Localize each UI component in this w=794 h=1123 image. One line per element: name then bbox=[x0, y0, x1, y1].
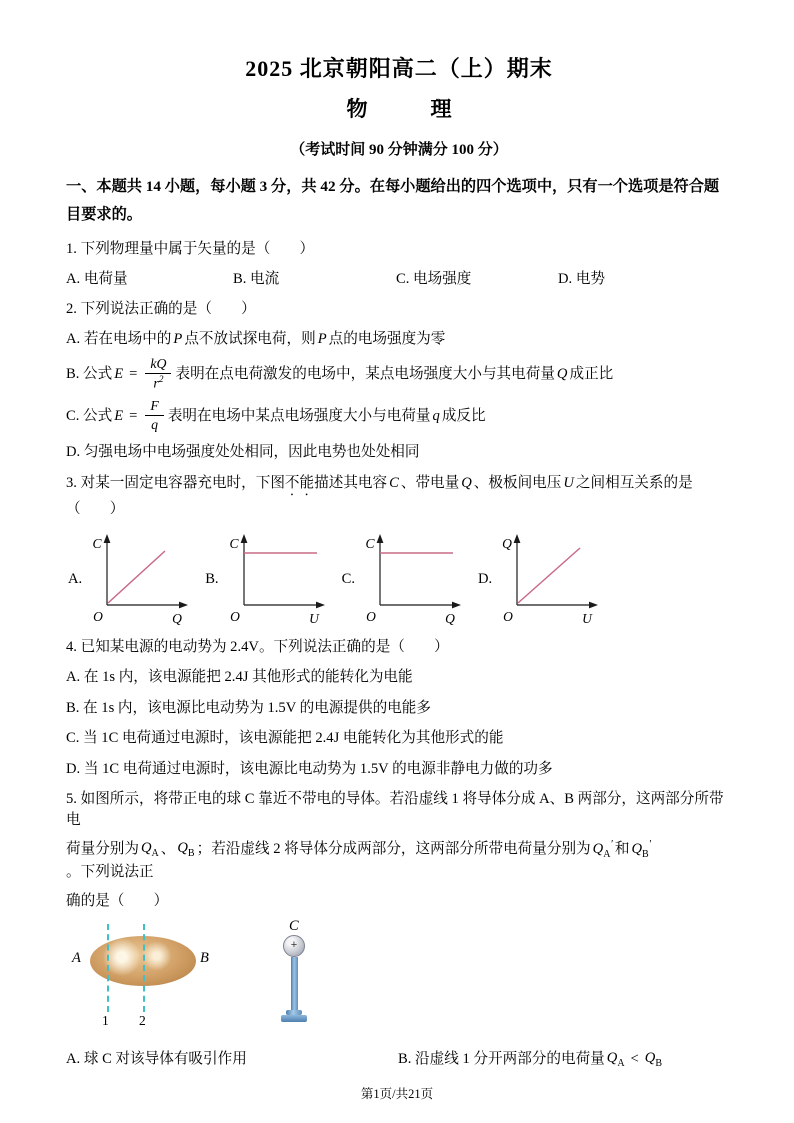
graph-a-curve bbox=[108, 551, 165, 603]
equals-sign: = bbox=[129, 365, 138, 382]
fraction-kq-over-r2 bbox=[145, 356, 171, 391]
q2-option-d: D. 匀强电场中电场强度处处相同，因此电势也处处相同 bbox=[66, 444, 420, 461]
q5-optb-text: B. 沿虚线 1 分开两部分的电荷量 bbox=[398, 1050, 605, 1067]
q3-text2: 描述其电容 bbox=[314, 474, 388, 491]
q4-options bbox=[66, 667, 732, 779]
graph-c-label: C. bbox=[341, 570, 355, 587]
fraction-f-over-q bbox=[145, 398, 163, 433]
q5-line2 bbox=[66, 837, 732, 882]
q2-option-b bbox=[66, 356, 732, 391]
var-q: Q bbox=[140, 839, 152, 856]
q4-option-a: A. 在 1s 内，该电源能把 2.4J 其他形式的能转化为电能 bbox=[66, 669, 413, 686]
q5-options bbox=[66, 1048, 732, 1071]
y-axis-arrow bbox=[104, 534, 111, 543]
graph-a-ylabel: C bbox=[92, 536, 102, 551]
q3-emphasis-buneng: 不能 bbox=[284, 474, 315, 491]
sub-a: A bbox=[603, 848, 611, 860]
q2-optb-suffix: 成正比 bbox=[569, 365, 614, 382]
q2-opta-text3: 点的电场强度为零 bbox=[328, 330, 446, 347]
graph-b-origin: O bbox=[229, 609, 240, 624]
var-p: P bbox=[173, 330, 183, 347]
sub-a: A bbox=[151, 847, 159, 859]
var-c: C bbox=[389, 474, 399, 491]
q3-text5: 之间相互关系的是（ ） bbox=[66, 474, 693, 517]
graph-c-ylabel: C bbox=[365, 536, 375, 551]
var-q-sub-a-prime bbox=[591, 837, 615, 862]
graph-c-origin: O bbox=[366, 609, 376, 624]
graph-option-d bbox=[478, 531, 599, 627]
y-axis-arrow bbox=[377, 534, 384, 543]
graph-a-xlabel: Q bbox=[172, 611, 183, 626]
q2-opta-text1: A. 若在电场中的 bbox=[66, 330, 172, 347]
q5-text3: ；若沿虚线 2 将导体分成两部分，这两部分所带电荷量分别为 bbox=[196, 841, 591, 858]
fraction-numerator: kQ bbox=[145, 356, 171, 374]
q5-text5: 。下列说法正 bbox=[66, 863, 154, 880]
q2-optc-suffix: 成反比 bbox=[441, 407, 486, 424]
q4-option-c: C. 当 1C 电荷通过电源时，该电源能把 2.4J 电能转化为其他形式的能 bbox=[66, 730, 504, 747]
q4-stem: 4. 已知某电源的电动势为 2.4V。下列说法正确的是（ ） bbox=[66, 639, 449, 655]
graph-b-label: B. bbox=[205, 570, 219, 587]
charged-ball bbox=[283, 935, 305, 957]
var-q: Q bbox=[592, 840, 604, 857]
graph-a-label: A. bbox=[68, 570, 83, 587]
graph-d-plot bbox=[495, 531, 599, 627]
q5-text1: 荷量分别为 bbox=[66, 841, 139, 858]
stand-base-collar bbox=[286, 1010, 302, 1015]
equals-sign: = bbox=[129, 407, 138, 424]
q3-text4: 、极板间电压 bbox=[473, 474, 562, 491]
graph-d-xlabel: U bbox=[582, 611, 593, 626]
var-p: P bbox=[317, 330, 327, 347]
graph-b-xlabel: U bbox=[308, 611, 319, 626]
plus-sign: + bbox=[290, 939, 298, 952]
y-axis-arrow bbox=[240, 534, 247, 543]
graph-d-curve bbox=[518, 548, 580, 603]
y-axis-arrow bbox=[514, 534, 521, 543]
var-q: Q bbox=[631, 840, 642, 857]
var-u: U bbox=[563, 474, 574, 491]
fraction-numerator: F bbox=[145, 398, 163, 416]
section1-header: 一、本题共 14 小题，每小题 3 分，共 42 分。在每小题给出的四个选项中，只有一个选项是符合题目要求的。 bbox=[66, 178, 720, 224]
sub-b: B bbox=[641, 848, 649, 860]
conductor-label-a: A bbox=[72, 949, 81, 966]
exam-info: （考试时间 90 分钟满分 100 分） bbox=[290, 142, 508, 159]
q2-opta-text2: 点不放试探电荷，则 bbox=[184, 330, 316, 347]
page-footer: 第1页/共21页 bbox=[360, 1086, 434, 1101]
q2-option-c bbox=[66, 398, 732, 433]
var-q: Q bbox=[644, 1049, 656, 1066]
sub-b: B bbox=[187, 847, 195, 859]
q3-stem bbox=[66, 473, 732, 519]
q1-stem: 1. 下列物理量中属于矢量的是（ ） bbox=[66, 241, 315, 258]
q1-option-a: A. 电荷量 bbox=[66, 270, 128, 287]
graph-c-plot bbox=[358, 531, 462, 627]
exponent-2: 2 bbox=[158, 374, 164, 385]
q3-text3: 、带电量 bbox=[400, 474, 460, 491]
x-axis-arrow bbox=[452, 602, 461, 609]
fraction-denominator: q bbox=[151, 417, 159, 433]
q1-option-d: D. 电势 bbox=[558, 270, 606, 287]
graph-c-xlabel: Q bbox=[445, 611, 455, 626]
q5-text2: 、 bbox=[160, 841, 176, 858]
less-than-sign: < bbox=[630, 1050, 639, 1067]
stand-pole bbox=[291, 957, 298, 1010]
graph-b-plot bbox=[222, 531, 326, 627]
var-q: Q bbox=[177, 839, 188, 856]
var-q: Q bbox=[606, 1049, 618, 1066]
q2-optb-prefix: B. 公式 bbox=[66, 365, 113, 382]
graph-d-ylabel: Q bbox=[502, 536, 513, 551]
graph-option-a bbox=[68, 531, 189, 627]
q5-line3: 确的是（ ） bbox=[66, 893, 169, 910]
var-q-sub-b-prime bbox=[629, 837, 653, 862]
q1-option-c: C. 电场强度 bbox=[396, 270, 472, 287]
q1-options bbox=[66, 269, 732, 289]
q2-stem: 2. 下列说法正确的是（ ） bbox=[66, 301, 256, 318]
exam-title: 2025 北京朝阳高二（上）期末 bbox=[245, 56, 553, 81]
q5-figure bbox=[66, 917, 732, 1036]
q1-option-b: B. 电流 bbox=[233, 270, 280, 287]
sub-b: B bbox=[655, 1057, 662, 1069]
var-q-sub-a bbox=[139, 838, 161, 861]
x-axis-arrow bbox=[589, 602, 598, 609]
x-axis-arrow bbox=[316, 602, 325, 609]
var-q-sub-b bbox=[643, 1048, 664, 1071]
q2-optb-text: 表明在点电荷激发的电场中，某点电场强度大小与其电荷量 bbox=[175, 365, 555, 382]
q3-graphs bbox=[68, 531, 732, 627]
graph-option-b bbox=[205, 531, 325, 627]
sub-a: A bbox=[617, 1057, 625, 1069]
dashed-line-1-label: 1 bbox=[102, 1012, 109, 1028]
dashed-line-2 bbox=[143, 924, 145, 1012]
q2-optc-prefix: C. 公式 bbox=[66, 407, 113, 424]
x-axis-arrow bbox=[179, 602, 188, 609]
var-q-upper: Q bbox=[556, 365, 568, 382]
var-r: r bbox=[153, 375, 159, 391]
prime-mark: ′ bbox=[610, 837, 613, 850]
q2-option-a bbox=[66, 329, 732, 349]
graph-a-origin: O bbox=[93, 609, 104, 624]
q3-text1: 3. 对某一固定电容器充电时，下图 bbox=[66, 474, 285, 491]
ball-label-c: C bbox=[289, 917, 299, 934]
var-q-sub-b bbox=[175, 838, 196, 861]
var-e: E bbox=[114, 407, 124, 424]
dashed-line-2-label: 2 bbox=[139, 1012, 146, 1028]
dashed-line-1 bbox=[107, 924, 109, 1012]
fraction-denominator bbox=[153, 374, 163, 391]
var-q-lower: q bbox=[432, 407, 440, 424]
q4-option-d: D. 当 1C 电荷通过电源时，该电源比电动势为 1.5V 的电源非静电力做的功多 bbox=[66, 760, 553, 777]
graph-option-c bbox=[342, 531, 462, 627]
graph-a-plot bbox=[85, 531, 189, 627]
exam-subject: 物 理 bbox=[346, 96, 452, 121]
graph-d-label: D. bbox=[477, 570, 493, 587]
var-e: E bbox=[114, 365, 124, 382]
var-q-sub-a bbox=[605, 1048, 627, 1071]
conductor-label-b: B bbox=[200, 949, 209, 966]
q4-option-b: B. 在 1s 内，该电源比电动势为 1.5V 的电源提供的电能多 bbox=[66, 699, 431, 716]
charged-ball-stand bbox=[274, 917, 314, 1036]
graph-b-ylabel: C bbox=[229, 536, 239, 551]
prime-mark: ′ bbox=[648, 837, 652, 850]
q5-line1: 5. 如图所示，将带正电的球 C 靠近不带电的导体。若沿虚线 1 将导体分成 A、B 两部分，这两部分所带电 bbox=[66, 791, 724, 828]
stand-base bbox=[281, 1015, 307, 1022]
q2-optc-text: 表明在电场中某点电场强度大小与电荷量 bbox=[167, 407, 431, 424]
q5-option-a: A. 球 C 对该导体有吸引作用 bbox=[66, 1050, 247, 1067]
q5-option-b bbox=[398, 1048, 732, 1071]
var-q-upper: Q bbox=[461, 474, 472, 491]
graph-d-origin: O bbox=[503, 609, 514, 624]
q5-text4: 和 bbox=[614, 841, 630, 858]
